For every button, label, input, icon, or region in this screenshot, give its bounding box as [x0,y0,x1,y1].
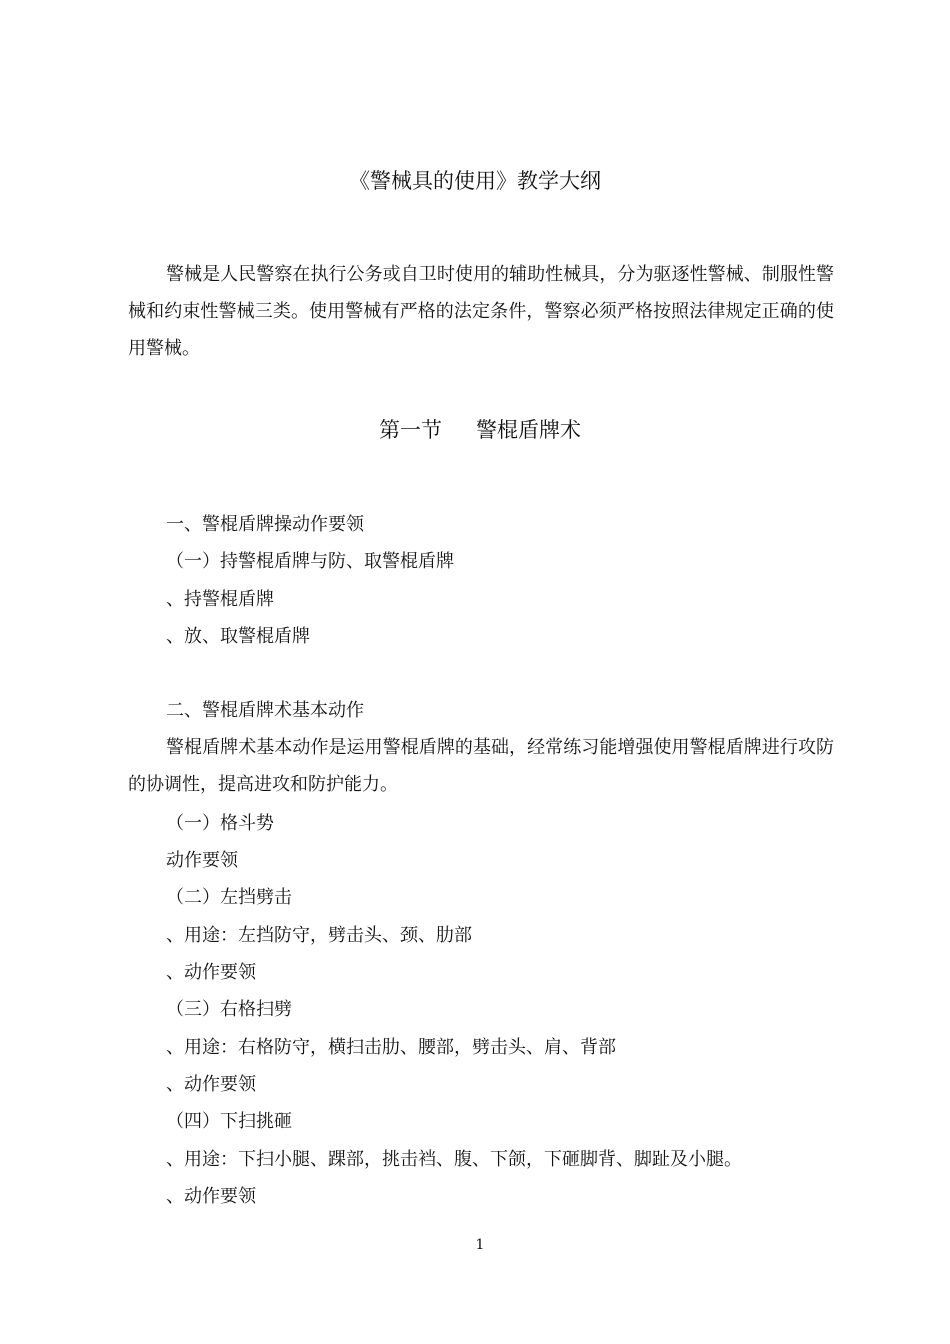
part1-subheading-1: （一）持警棍盾牌与防、取警棍盾牌 [166,551,454,572]
part1-item-1: 、持警棍盾牌 [166,589,274,610]
part2-use-3: 、用途：右格防守，横扫击肋、腰部，劈击头、肩、背部 [166,1037,616,1058]
part2-use-2: 、用途：左挡防守，劈击头、颈、肋部 [166,925,472,946]
part2-heading: 二、警棍盾牌术基本动作 [166,700,364,721]
part2-paragraph: 警棍盾牌术基本动作是运用警棍盾牌的基础，经常练习能增强使用警棍盾牌进行攻防的协调性，提高进攻和防护能力。 [128,737,834,795]
part2-item-essentials-2: 、动作要领 [166,962,256,983]
part2-item-essentials-4: 、动作要领 [166,1186,256,1207]
part2-subheading-3: （三）右格扫劈 [166,999,292,1020]
part1-heading: 一、警棍盾牌操动作要领 [166,514,364,535]
part2-item-essentials-3: 、动作要领 [166,1074,256,1095]
part2-use-4: 、用途：下扫小腿、踝部，挑击裆、腹、下颌，下砸脚背、脚趾及小腿。 [166,1149,742,1170]
document-title: 《警械具的使用》教学大纲 [349,169,601,193]
section-heading [0,417,950,443]
part2-subheading-1: （一）格斗势 [166,813,274,834]
page-number: 1 [475,1237,485,1253]
part2-subheading-4: （四）下扫挑砸 [166,1111,292,1132]
section-number: 第一节 [379,418,442,442]
part1-item-2: 、放、取警棍盾牌 [166,626,310,647]
intro-paragraph: 警械是人民警察在执行公务或自卫时使用的辅助性械具，分为驱逐性警械、制服性警械和约束性警械三类。使用警械有严格的法定条件，警察必须严格按照法律规定正确的使用警械。 [128,264,834,359]
part2-subheading-2: （二）左挡劈击 [166,887,292,908]
section-name: 警棍盾牌术 [476,418,581,442]
part2-item-essentials-1: 动作要领 [166,850,238,871]
